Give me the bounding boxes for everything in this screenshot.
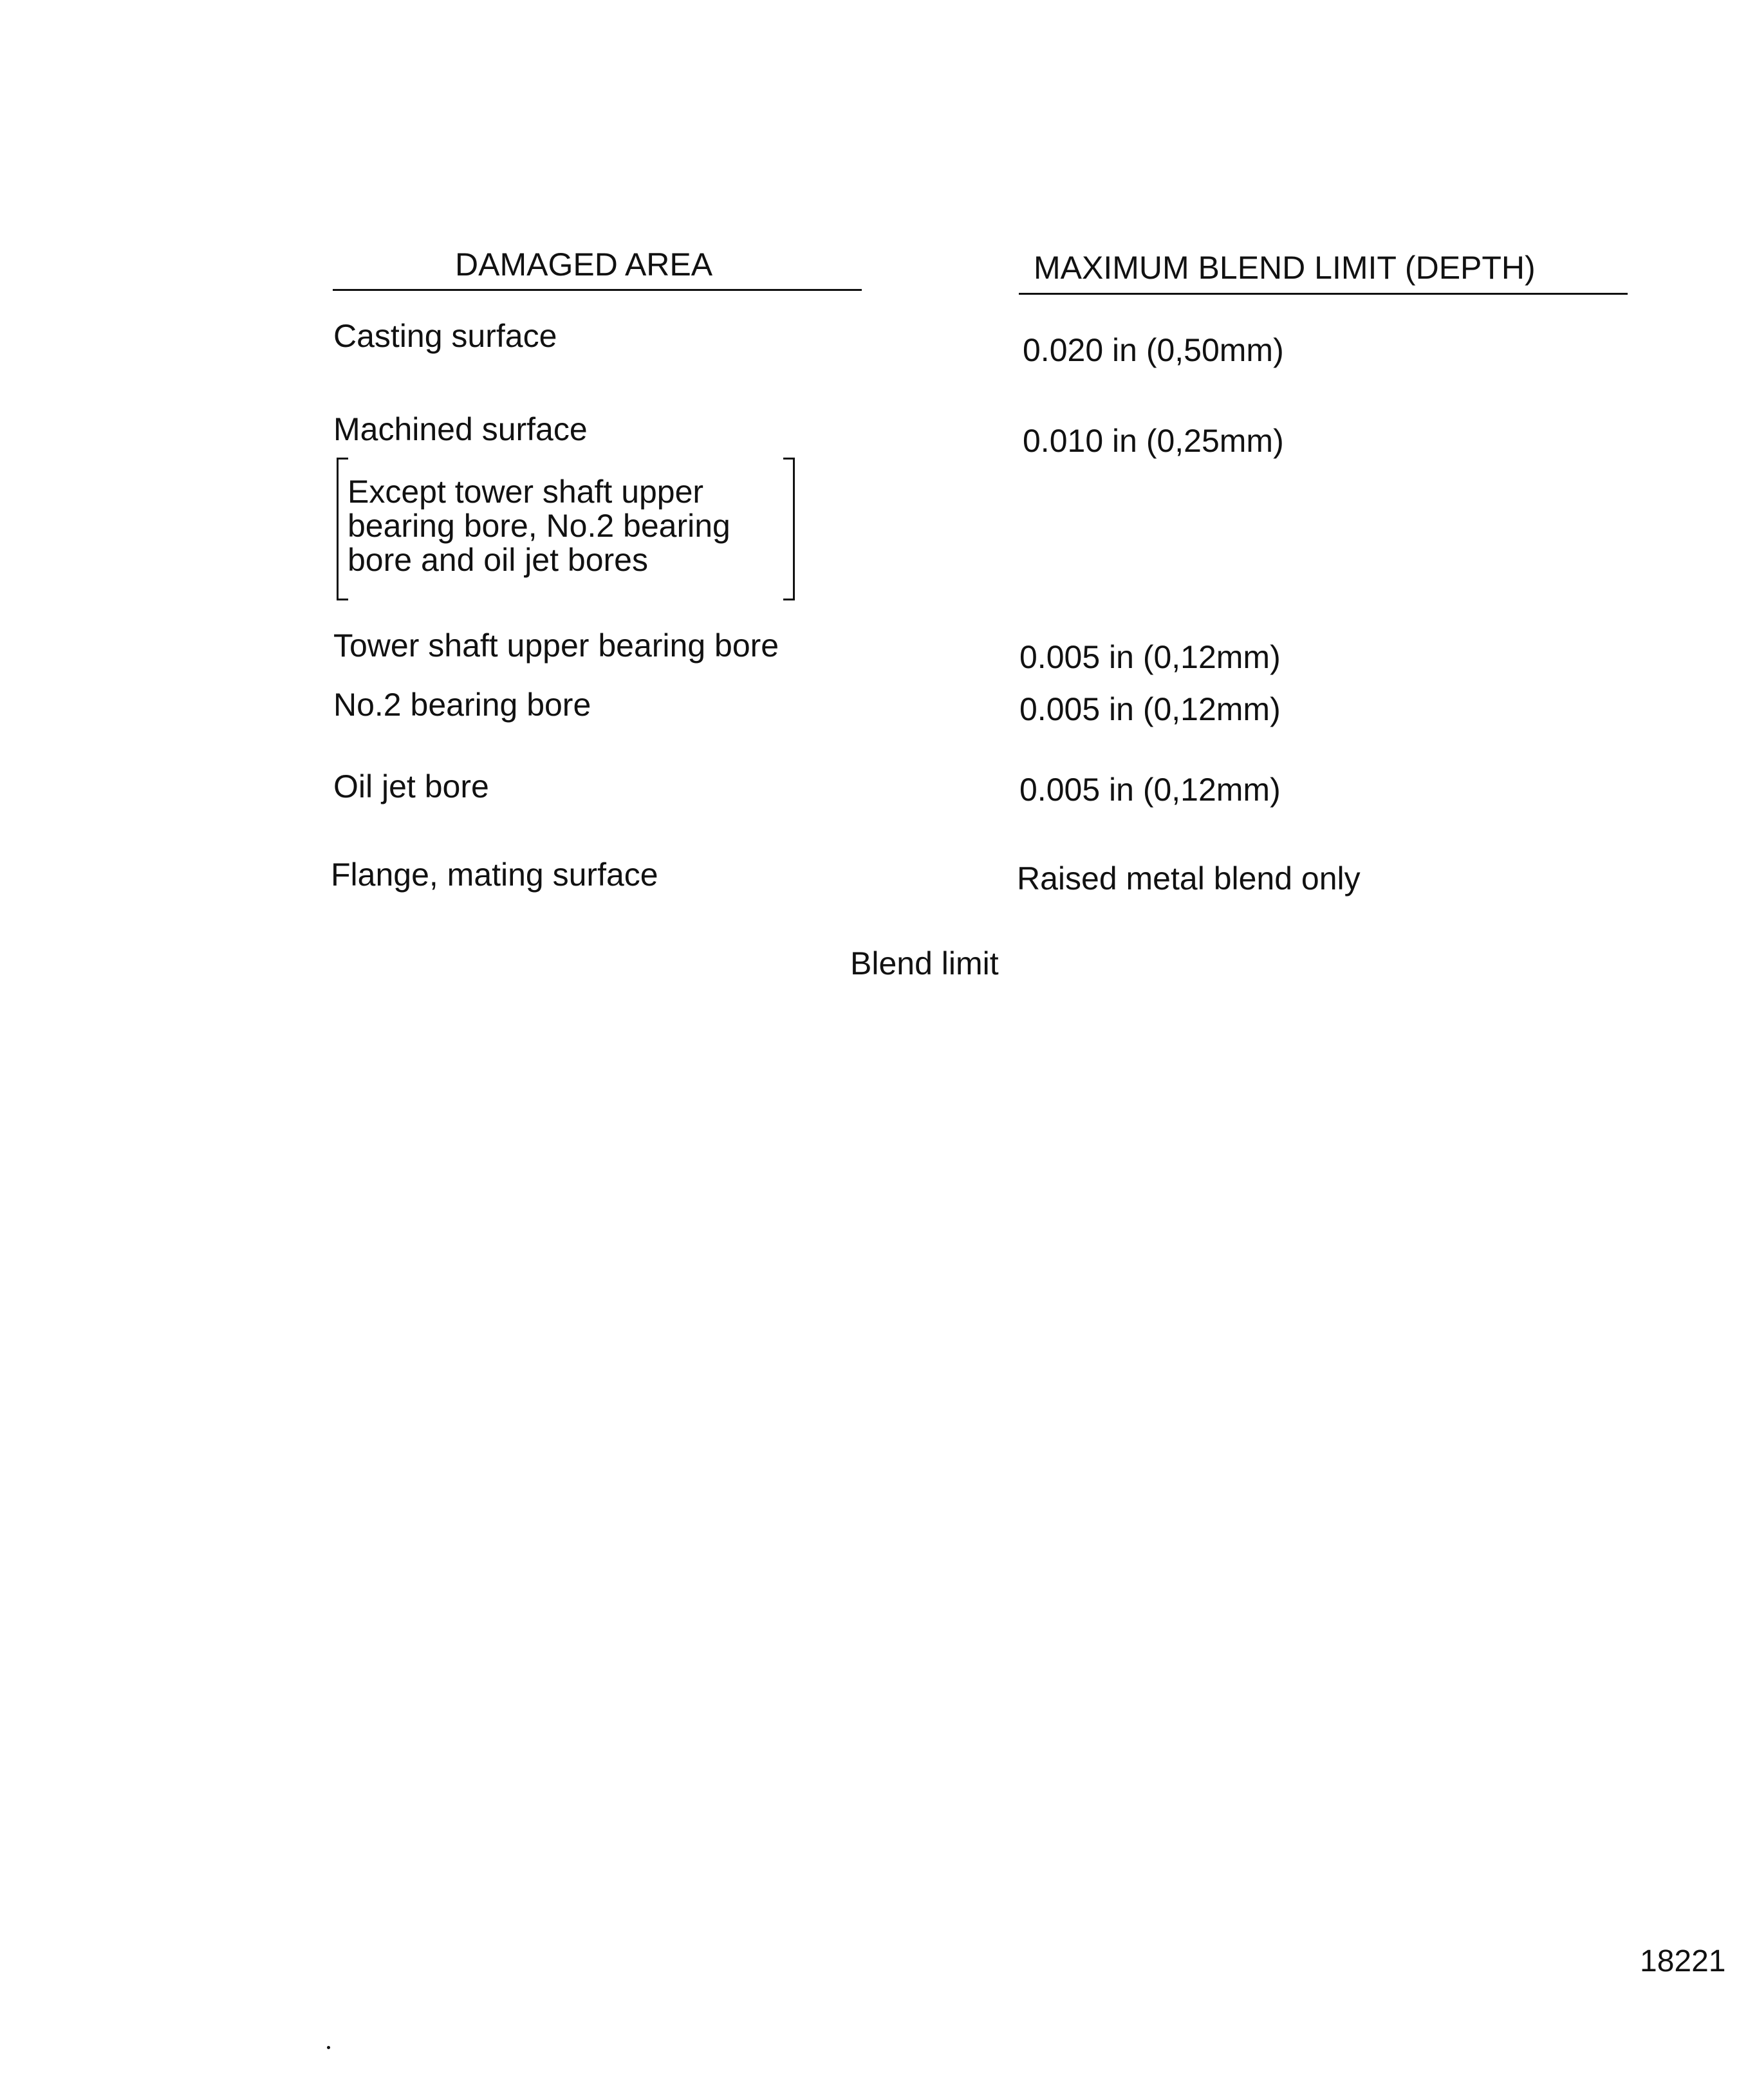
row-limit-casting-surface: 0.020 in (0,50mm)	[1023, 332, 1284, 368]
header-underline-right	[1019, 293, 1628, 295]
row-area-flange-mating-surface: Flange, mating surface	[331, 857, 658, 893]
bracket-corner	[337, 458, 348, 460]
bracket-corner	[783, 458, 795, 460]
row-area-no2-bearing-bore: No.2 bearing bore	[333, 687, 591, 723]
row-area-oil-jet-bore: Oil jet bore	[333, 768, 489, 804]
scan-dot	[327, 2046, 330, 2049]
figure-number: 18221	[1640, 1944, 1726, 1978]
header-max-blend-limit: MAXIMUM BLEND LIMIT (DEPTH)	[1034, 250, 1536, 286]
figure-caption: Blend limit	[850, 945, 999, 981]
row-area-casting-surface: Casting surface	[333, 318, 557, 354]
row-area-machined-surface: Machined surface	[333, 411, 588, 447]
row-limit-machined-surface: 0.010 in (0,25mm)	[1023, 423, 1284, 459]
note-line-3: bore and oil jet bores	[348, 542, 648, 578]
note-line-2: bearing bore, No.2 bearing	[348, 508, 730, 544]
row-limit-no2-bearing-bore: 0.005 in (0,12mm)	[1019, 691, 1281, 727]
row-limit-flange-mating-surface: Raised metal blend only	[1017, 860, 1361, 897]
machined-surface-note	[337, 458, 795, 600]
header-underline-left	[333, 289, 862, 291]
note-line-1: Except tower shaft upper	[348, 474, 704, 510]
row-limit-tower-shaft-bore: 0.005 in (0,12mm)	[1019, 639, 1281, 675]
row-area-tower-shaft-bore: Tower shaft upper bearing bore	[333, 627, 779, 664]
bracket-corner	[337, 599, 348, 600]
row-limit-oil-jet-bore: 0.005 in (0,12mm)	[1019, 772, 1281, 808]
header-damaged-area: DAMAGED AREA	[455, 246, 713, 283]
bracket-corner	[783, 599, 795, 600]
